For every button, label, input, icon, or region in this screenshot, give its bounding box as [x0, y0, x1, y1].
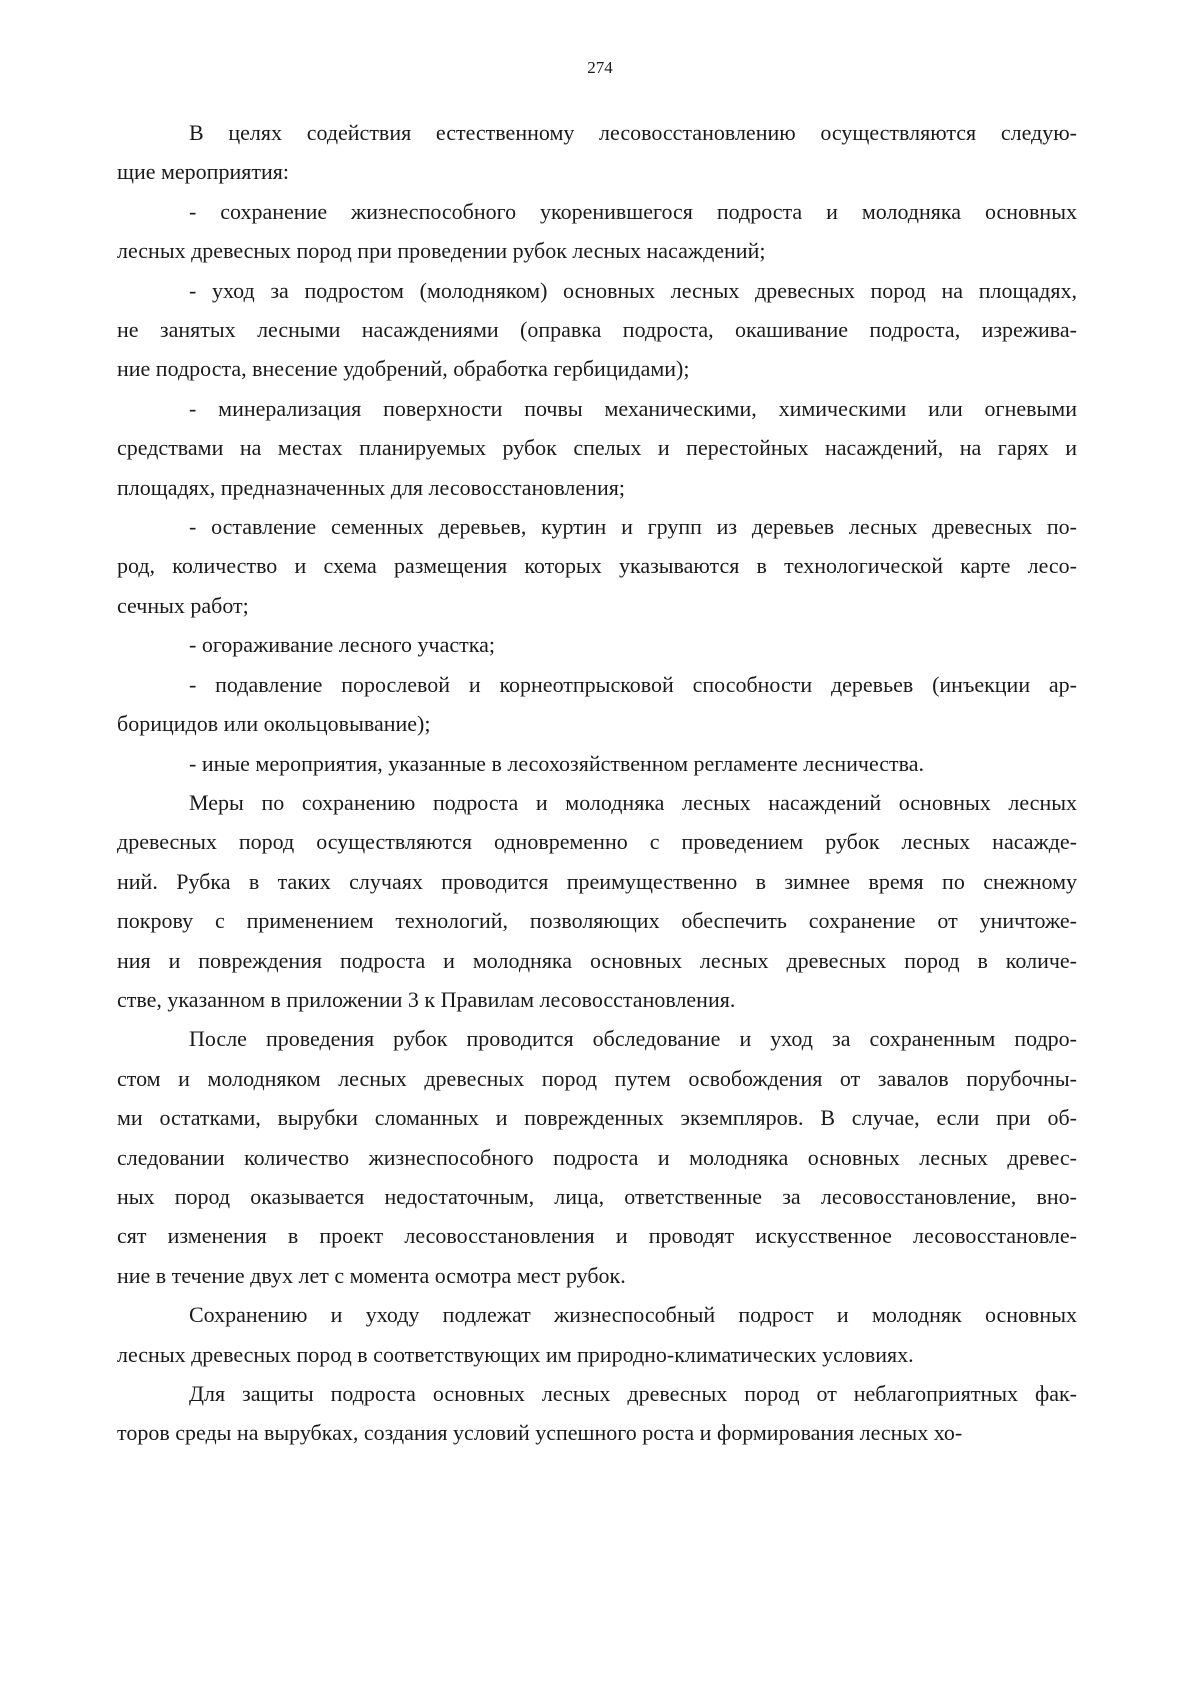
text-line: не занятых лесными насаждениями (оправка подроста, окашивание подроста, изрежива- [117, 317, 1077, 343]
text-line: ние в течение двух лет с момента осмотра мест рубок. [117, 1262, 626, 1288]
text-line: - минерализация поверхности почвы механическими, химическими или огневыми [189, 395, 1077, 421]
text-line: лесных древесных пород при проведении рубок лесных насаждений; [117, 238, 766, 264]
paragraph [117, 665, 1077, 744]
text-line: В целях содействия естественному лесовосстановлению осуществляются следую- [189, 120, 1077, 145]
page-number: 274 [587, 58, 613, 77]
text-line: ных пород оказывается недостаточным, лица, ответственные за лесовосстановление, вно- [117, 1183, 1077, 1209]
paragraph [117, 113, 1077, 192]
text-line: средствами на местах планируемых рубок спелых и перестойных насаждений, на гарях и [117, 435, 1077, 461]
text-line: - уход за подростом (молодняком) основных лесных древесных пород на площадях, [189, 277, 1077, 303]
text-line: стве, указанном в приложении 3 к Правилам лесовосстановления. [117, 986, 736, 1012]
paragraph [117, 507, 1077, 625]
paragraph [117, 1295, 1077, 1374]
paragraph [117, 744, 1077, 783]
text-line: площадях, предназначенных для лесовосстановления; [117, 474, 625, 500]
text-line: После проведения рубок проводится обследование и уход за сохраненным подро- [189, 1026, 1077, 1052]
text-line: Сохранению и уходу подлежат жизнеспособный подрост и молодняк основных [189, 1302, 1077, 1328]
text-line: щие мероприятия: [117, 159, 289, 185]
text-line: борицидов или окольцовывание); [117, 711, 431, 737]
paragraph [117, 192, 1077, 271]
text-line: ми остатками, вырубки сломанных и поврежденных экземпляров. В случае, если при об- [117, 1105, 1077, 1131]
text-line: торов среды на вырубках, создания условий успешного роста и формирования лесных хо- [117, 1420, 963, 1446]
text-line: ния и повреждения подроста и молодняка основных лесных древесных пород в количе- [117, 947, 1077, 973]
paragraph [117, 1374, 1077, 1453]
text-line: следовании количество жизнеспособного подроста и молодняка основных лесных древес- [117, 1144, 1077, 1170]
text-line: покрову с применением технологий, позволяющих обеспечить сохранение от уничтоже- [117, 908, 1077, 934]
text-line: сят изменения в проект лесовосстановления и проводят искусственное лесовосстановле- [117, 1223, 1077, 1249]
text-line: сечных работ; [117, 592, 249, 618]
text-line: - сохранение жизнеспособного укоренившегося подроста и молодняка основных [189, 198, 1077, 224]
text-line: - оставление семенных деревьев, куртин и групп из деревьев лесных древесных по- [189, 514, 1077, 540]
paragraph [117, 1019, 1077, 1295]
text-line: - иные мероприятия, указанные в лесохозяйственном регламенте лесничества. [189, 750, 925, 776]
text-line: Для защиты подроста основных лесных древесных пород от неблагоприятных фак- [189, 1381, 1077, 1406]
text-line: стом и молодняком лесных древесных пород путем освобождения от завалов порубочны- [117, 1065, 1077, 1091]
paragraph [117, 625, 1077, 664]
text-line: род, количество и схема размещения которых указываются в технологической карте лесо- [117, 553, 1077, 579]
text-line: Меры по сохранению подроста и молодняка лесных насаждений основных лесных [189, 789, 1077, 815]
text-line: ние подроста, внесение удобрений, обработка гербицидами); [117, 356, 690, 382]
text-line: ний. Рубка в таких случаях проводится преимущественно в зимнее время по снежному [117, 868, 1077, 894]
paragraph [117, 271, 1077, 389]
paragraph [117, 783, 1077, 1019]
document-body [117, 113, 1077, 1453]
text-line: древесных пород осуществляются одновременно с проведением рубок лесных насажде- [117, 829, 1077, 855]
text-line: лесных древесных пород в соответствующих им природно-климатических условиях. [117, 1341, 914, 1367]
text-line: - огораживание лесного участка; [189, 632, 495, 658]
text-line: - подавление порослевой и корнеотпрысковой способности деревьев (инъекции ар- [189, 671, 1077, 697]
paragraph [117, 389, 1077, 507]
